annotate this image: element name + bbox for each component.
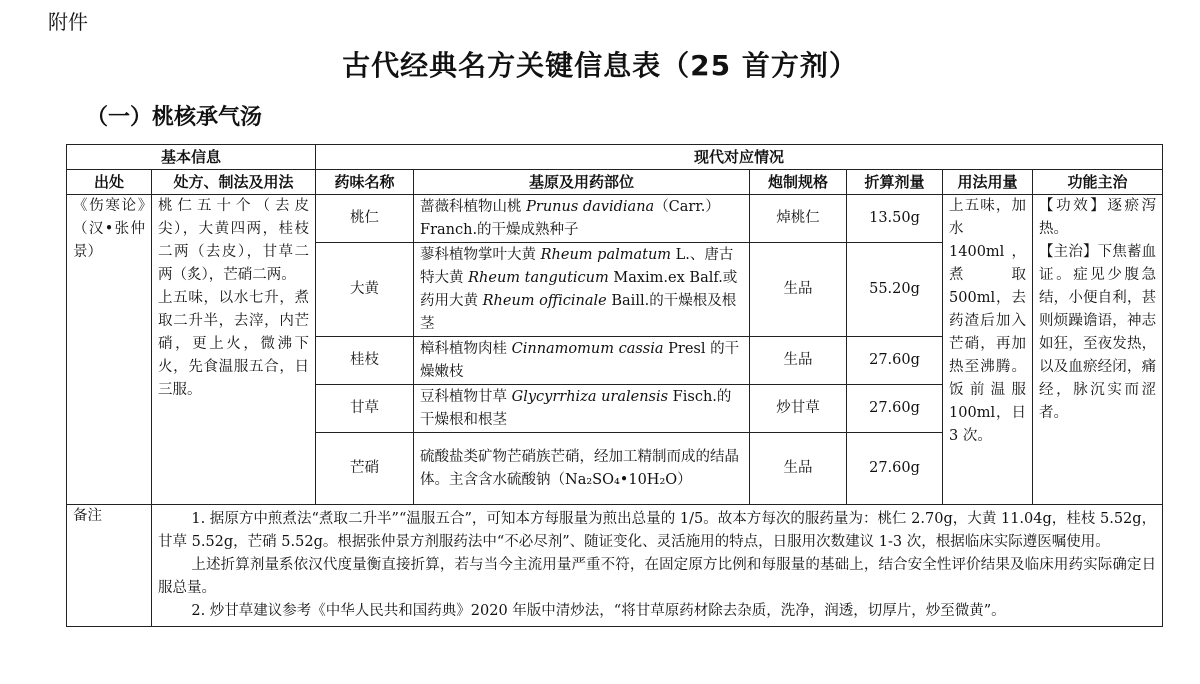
herb-origin: 硫酸盐类矿物芒硝族芒硝，经加工精制而成的结晶体。主含含水硫酸钠（Na₂SO₄•10H₂O） [414, 433, 750, 505]
herb-processing: 焯桃仁 [750, 195, 847, 243]
notes-label: 备注 [67, 505, 152, 627]
herb-name: 大黄 [316, 243, 414, 337]
herb-dose: 27.60g [847, 433, 943, 505]
herb-origin: 樟科植物肉桂 Cinnamomum cassia Presl 的干燥嫩枝 [414, 337, 750, 385]
notes-cell [152, 505, 1163, 627]
source-cell: 《伤寒论》（汉•张仲景） [67, 195, 152, 505]
attachment-label: 附件 [48, 10, 88, 34]
herb-dose: 27.60g [847, 385, 943, 433]
herb-dose: 55.20g [847, 243, 943, 337]
function-cell: 【功效】逐瘀泻热。 【主治】下焦蓄血证。症见少腹急结，小便自利，甚则烦躁谵语，神志如狂，至夜发热，以及血瘀经闭，痛经，脉沉实而涩者。 [1033, 195, 1163, 505]
note-paragraph: 上述折算剂量系依汉代度量衡直接折算，若与当今主流用量严重不符，在固定原方比例和每服量的基础上，结合安全性评价结果及临床用药实际确定日服总量。 [158, 557, 1157, 596]
header-processing: 炮制规格 [750, 170, 847, 195]
herb-name: 桃仁 [316, 195, 414, 243]
herb-dose: 27.60g [847, 337, 943, 385]
herb-processing: 生品 [750, 337, 847, 385]
group-header-modern: 现代对应情况 [316, 145, 1163, 170]
herb-processing: 生品 [750, 243, 847, 337]
header-usage: 用法用量 [943, 170, 1033, 195]
page-title: 古代经典名方关键信息表（25 首方剂） [342, 49, 858, 82]
herb-name: 甘草 [316, 385, 414, 433]
herb-name: 桂枝 [316, 337, 414, 385]
usage-cell: 上五味，加水 1400ml，煮取 500ml，去药渣后加入芒硝，再加热至沸腾。饭前温服 100ml，日 3 次。 [943, 195, 1033, 505]
header-origin: 基原及用药部位 [414, 170, 750, 195]
header-dose: 折算剂量 [847, 170, 943, 195]
herb-origin: 豆科植物甘草 Glycyrrhiza uralensis Fisch.的干燥根和根茎 [414, 385, 750, 433]
group-header-basic: 基本信息 [67, 145, 316, 170]
herb-processing: 生品 [750, 433, 847, 505]
note-paragraph: 1. 据原方中煎煮法“煮取二升半”“温服五合”，可知本方每服量为煎出总量的 1/5。故本方每次的服药量为：桃仁 2.70g，大黄 11.04g，桂枝 5.52g，甘草 5.52g，芒硝 5.52g。根据张仲景方剂服药法中“不必尽剂”、随证变化、灵活施用的特点，日服用次数建议 1-3 次，根据临床实际遵医嘱使用。 [158, 511, 1157, 550]
formula-cell: 桃仁五十个（去皮尖），大黄四两，桂枝二两（去皮），甘草二两（炙），芒硝二两。 上五味，以水七升，煮取二升半，去滓，内芒硝，更上火，微沸下火，先食温服五合，日三服。 [152, 195, 316, 505]
herb-processing: 炒甘草 [750, 385, 847, 433]
header-function: 功能主治 [1033, 170, 1163, 195]
herb-name: 芒硝 [316, 433, 414, 505]
header-source: 出处 [67, 170, 152, 195]
note-paragraph: 2. 炒甘草建议参考《中华人民共和国药典》2020 年版中清炒法，“将甘草原药材除去杂质，洗净，润透，切厚片，炒至微黄”。 [191, 603, 1006, 619]
herb-dose: 13.50g [847, 195, 943, 243]
header-formula: 处方、制法及用法 [152, 170, 316, 195]
header-herb: 药味名称 [316, 170, 414, 195]
section-title: （一）桃核承气汤 [86, 105, 263, 130]
herb-origin: 蓼科植物掌叶大黄 Rheum palmatum L.、唐古特大黄 Rheum tanguticum Maxim.ex Balf.或药用大黄 Rheum officinale Baill.的干燥根及根茎 [414, 243, 750, 337]
formula-info-table [66, 144, 1163, 627]
herb-origin: 蔷薇科植物山桃 Prunus davidiana（Carr.）Franch.的干燥成熟种子 [414, 195, 750, 243]
